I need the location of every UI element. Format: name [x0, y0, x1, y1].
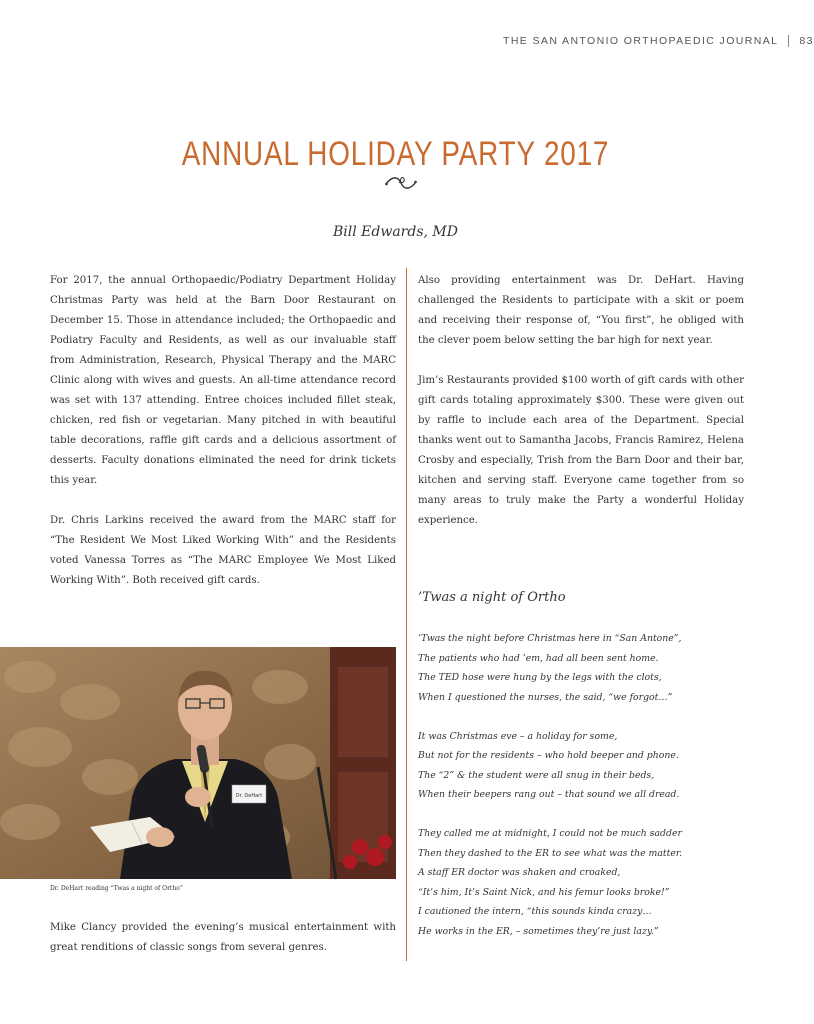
- poem-stanza: [418, 727, 748, 805]
- right-column: [418, 271, 744, 551]
- poem-line: “It’s him, It’s Saint Nick, and his femur looks broke!”: [418, 886, 670, 898]
- photo-illustration: [0, 647, 396, 879]
- left-column: [50, 271, 396, 611]
- page-number: 83: [799, 35, 814, 47]
- poem-line: He works in the ER, – sometimes they’re just lazy.”: [418, 925, 659, 937]
- photo-caption: Dr. DeHart reading “Twas a night of Ortho”: [50, 885, 183, 892]
- poem-line: The “2” & the student were all snug in their beds,: [418, 769, 655, 781]
- author-byline: Bill Edwards, MD: [333, 224, 458, 240]
- poem-stanza: [418, 824, 748, 941]
- journal-name: THE SAN ANTONIO ORTHOPAEDIC JOURNAL: [503, 35, 779, 47]
- poem: [418, 629, 748, 961]
- poem-stanza: [418, 629, 748, 707]
- column-divider: [406, 268, 407, 961]
- paragraph: Jim’s Restaurants provided $100 worth of gift cards with other gift cards totaling approximately $300. These were given out by raffle to include each area of the Department. Special thanks went out to Samantha Jacobs, Francis Ramirez, Helena Crosby and especially, Trish from the Barn Door and their bar, kitchen and serving staff. Everyone came together from so many areas to truly make the Party a wonderful Holiday experience.: [418, 375, 744, 526]
- name-tag-text: Dr. DeHart: [235, 793, 263, 799]
- poem-line: When their beepers rang out – that sound we all dread.: [418, 789, 680, 800]
- event-photo: [0, 647, 396, 879]
- poem-title: ’Twas a night of Ortho: [418, 590, 566, 605]
- poem-line: A staff ER doctor was shaken and croaked,: [418, 867, 621, 878]
- poem-line: ’Twas the night before Christmas here in “San Antone”,: [418, 633, 682, 644]
- poem-line: But not for the residents – who hold beeper and phone.: [418, 750, 679, 761]
- paragraph: Mike Clancy provided the evening’s musical entertainment with great renditions of classic songs from several genres.: [50, 922, 396, 953]
- paragraph: Dr. Chris Larkins received the award from the MARC staff for “The Resident We Most Liked Working With” and the Residents voted Vanessa Torres as “The MARC Employee We Most Liked Working With”. Both received gift cards.: [50, 515, 396, 586]
- paragraph: For 2017, the annual Orthopaedic/Podiatry Department Holiday Christmas Party was held at the Barn Door Restaurant on December 15. Those in attendance included; the Orthopaedic and Podiatry Faculty and Residents, as well as our invaluable staff from Administration, Research, Physical Therapy and the MARC Clinic along with wives and guests. An all-time attendance record was set with 137 attending. Entree choices included fillet steak, chicken, red fish or vegetarian. Many pitched in with beautiful table decorations, raffle gift cards and a delicious assortment of desserts. Faculty donations eliminated the need for drink tickets this year.: [50, 275, 396, 486]
- poem-line: The TED hose were hung by the legs with the clots,: [418, 672, 662, 683]
- running-head: [503, 35, 814, 47]
- flourish-ornament-icon: [384, 172, 418, 194]
- poem-line: I cautioned the intern, “this sounds kinda crazy…: [418, 906, 652, 917]
- poem-line: It was Christmas eve – a holiday for some,: [418, 730, 618, 742]
- poem-line: Then they dashed to the ER to see what was the matter.: [418, 847, 683, 859]
- paragraph: Also providing entertainment was Dr. DeHart. Having challenged the Residents to participate with a skit or poem and receiving their response of, “You first”, he obliged with the clever poem below setting the bar high for next year.: [418, 275, 744, 346]
- article-title: ANNUAL HOLIDAY PARTY 2017: [181, 134, 610, 173]
- poem-line: When I questioned the nurses, the said, “we forgot…”: [418, 691, 673, 703]
- poem-line: The patients who had ’em, had all been sent home.: [418, 652, 659, 664]
- header-divider: [788, 35, 789, 47]
- poem-line: They called me at midnight, I could not be much sadder: [418, 828, 682, 839]
